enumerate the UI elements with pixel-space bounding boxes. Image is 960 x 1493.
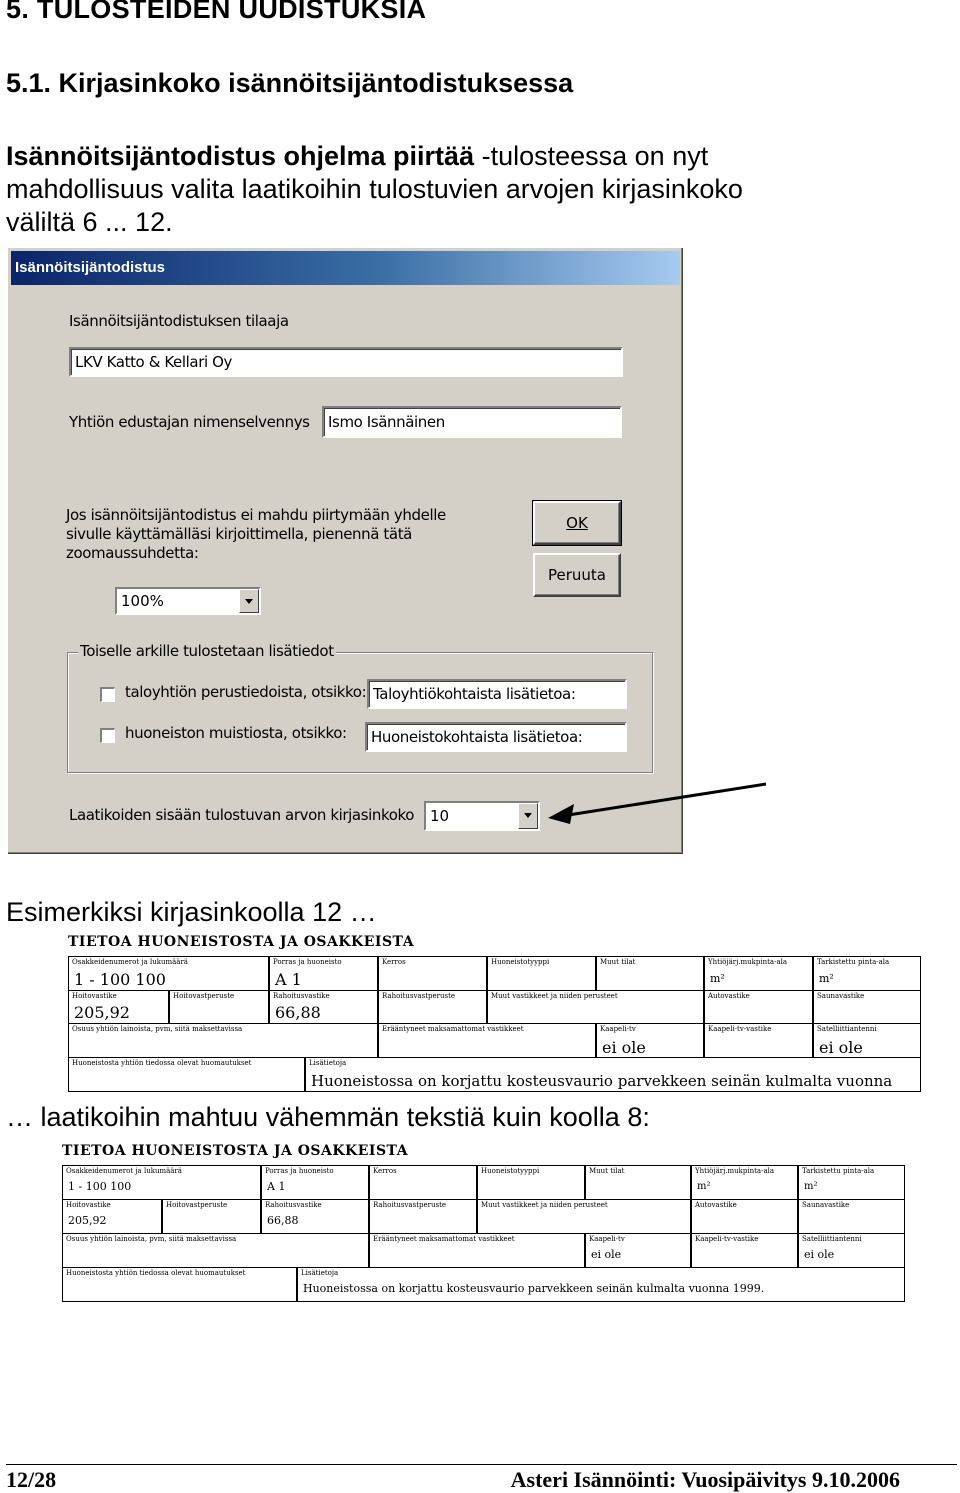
cell-saunavastike — [813, 990, 921, 1024]
form-example-12 — [68, 934, 921, 1092]
cap: Muut tilat — [589, 1167, 625, 1175]
val: m² — [710, 972, 725, 985]
cap: Muut vastikkeet ja niiden perusteet — [491, 992, 618, 1000]
cap: Hoitovastperuste — [173, 992, 235, 1000]
val: 205,92 — [74, 1003, 130, 1022]
cell-tarkistettu-ala — [798, 1165, 905, 1200]
company-info-checkbox[interactable] — [100, 687, 115, 702]
cap: Huoneistosta yhtiön tiedossa olevat huomautukset — [66, 1269, 246, 1277]
section-heading: 5.1. Kirjasinkoko isännöitsijäntodistuksessa — [6, 68, 574, 98]
cell-lisatietoja — [297, 1267, 905, 1302]
cap: Tarkistettu pinta-ala — [817, 958, 890, 966]
cap: Kerros — [373, 1167, 397, 1175]
cap: Kaapeli-tv — [600, 1025, 636, 1033]
cell-porras — [269, 956, 378, 991]
cell-tyyppi — [477, 1165, 585, 1200]
cell-osuus-lainoista — [68, 1023, 378, 1058]
zoom-text-1: Jos isännöitsijäntodistus ei mahdu piirtymään yhdelle — [66, 506, 446, 524]
val: m² — [819, 972, 834, 985]
cap: Kerros — [382, 958, 406, 966]
cell-eraantyneet — [378, 1023, 596, 1058]
chevron-down-icon[interactable] — [518, 803, 538, 829]
certificate-dialog — [7, 247, 684, 855]
cell-osuus-lainoista — [62, 1233, 369, 1268]
cap: Osakkeidenumerot ja lukumäärä — [72, 958, 188, 966]
val: A 1 — [267, 1180, 286, 1193]
cap: Autovastike — [695, 1201, 737, 1209]
cap: Lisätietoja — [301, 1269, 339, 1277]
cap: Huoneistosta yhtiön tiedossa olevat huomautukset — [72, 1059, 252, 1067]
company-info-label: taloyhtiön perustiedoista, otsikko: — [125, 683, 367, 701]
val: 205,92 — [68, 1214, 107, 1227]
cap: Tarkistettu pinta-ala — [802, 1167, 875, 1175]
cancel-label: Peruuta — [548, 566, 606, 584]
cell-kaapeli — [596, 1023, 704, 1058]
cell-porras — [261, 1165, 369, 1200]
cell-tarkistettu-ala — [813, 956, 921, 991]
zoom-select[interactable] — [115, 587, 261, 615]
cap: Kaapeli-tv-vastike — [695, 1235, 759, 1243]
cap: Porras ja huoneisto — [273, 958, 342, 966]
cancel-button[interactable] — [533, 553, 621, 597]
cell-satelliitti — [813, 1023, 921, 1058]
fontsize-label: Laatikoiden sisään tulostuvan arvon kirjasinkoko — [69, 806, 415, 824]
apartment-info-checkbox[interactable] — [100, 728, 115, 743]
cap: Hoitovastike — [66, 1201, 111, 1209]
ok-button[interactable] — [533, 501, 621, 545]
intro-paragraph — [6, 140, 956, 239]
cell-autovastike — [691, 1199, 798, 1234]
representative-input[interactable]: Ismo Isännäinen — [322, 406, 622, 438]
zoom-text-3: zoomaussuhdetta: — [66, 544, 199, 562]
cell-huomautukset — [62, 1267, 297, 1302]
cell-eraantyneet — [369, 1233, 585, 1268]
cell-muut-vastikkeet — [477, 1199, 691, 1234]
val: m² — [804, 1181, 818, 1192]
fontsize-select[interactable] — [424, 801, 540, 831]
val: ei ole — [819, 1038, 863, 1057]
intro-line2: mahdollisuus valita laatikoihin tulostuvien arvojen kirjasinkoko — [6, 174, 743, 204]
val: Huoneistossa on korjattu kosteusvaurio parvekkeen seinän kulmalta vuonna — [311, 1072, 893, 1090]
cell-osakenumerot — [62, 1165, 261, 1200]
company-info-title-input[interactable]: Taloyhtiökohtaista lisätietoa: — [367, 679, 627, 709]
orderer-label: Isännöitsijäntodistuksen tilaaja — [69, 312, 289, 330]
cap: Hoitovastperuste — [166, 1201, 228, 1209]
cap: Muut tilat — [600, 958, 636, 966]
apartment-info-title-input[interactable]: Huoneistokohtaista lisätietoa: — [365, 722, 627, 752]
cell-kerros — [378, 956, 487, 991]
cap: Satelliittiantenni — [802, 1235, 862, 1243]
cap: Muut vastikkeet ja niiden perusteet — [481, 1201, 608, 1209]
cap: Saunavastike — [817, 992, 865, 1000]
cap: Lisätietoja — [309, 1059, 347, 1067]
apartment-info-label: huoneiston muistiosta, otsikko: — [125, 724, 347, 742]
zoom-value: 100% — [121, 592, 164, 610]
ok-label: OK — [566, 514, 588, 532]
cell-muut — [585, 1165, 691, 1200]
cap: Huoneistotyyppi — [481, 1167, 540, 1175]
cell-kerros — [369, 1165, 477, 1200]
cap: Kaapeli-tv — [589, 1235, 625, 1243]
cap: Yhtiöjärj.mukpinta-ala — [708, 958, 788, 966]
cap: Osuus yhtiön lainoista, pvm, siitä maksettavissa — [66, 1235, 237, 1243]
cell-yhtion-ala — [691, 1165, 798, 1200]
cell-huomautukset — [68, 1057, 305, 1092]
cap: Rahoitusvastike — [273, 992, 330, 1000]
cell-kaapelivastike — [691, 1233, 798, 1268]
intro-bold: Isännöitsijäntodistus ohjelma piirtää — [6, 141, 475, 171]
footer-title: Asteri Isännöinti: Vuosipäivitys 9.10.2006 — [510, 1467, 900, 1492]
cap: Huoneistotyyppi — [491, 958, 550, 966]
cell-hoitoperuste — [162, 1199, 261, 1234]
cap: Rahoitusvastike — [265, 1201, 322, 1209]
intro-rest: -tulosteessa on nyt — [474, 141, 709, 171]
cap: Rahoitusvastperuste — [382, 992, 456, 1000]
form-title: TIETOA HUONEISTOSTA JA OSAKKEISTA — [62, 1143, 409, 1159]
cell-autovastike — [704, 990, 813, 1024]
val: Huoneistossa on korjattu kosteusvaurio parvekkeen seinän kulmalta vuonna 1999. — [303, 1282, 765, 1295]
orderer-input[interactable]: LKV Katto & Kellari Oy — [69, 347, 623, 377]
cell-hoitovastike — [68, 990, 169, 1024]
example12-caption: Esimerkiksi kirjasinkoolla 12 … — [6, 897, 377, 927]
val: 1 - 100 100 — [68, 1180, 132, 1193]
val: 66,88 — [275, 1003, 321, 1022]
form-example-8 — [62, 1143, 905, 1301]
val: A 1 — [275, 970, 302, 989]
zoom-text-2: sivulle käyttämälläsi kirjoittimella, pienennä tätä — [66, 525, 412, 543]
cell-osakenumerot — [68, 956, 269, 991]
val: m² — [697, 1181, 711, 1192]
cell-muut — [596, 956, 704, 991]
cell-satelliitti — [798, 1233, 905, 1268]
pointer-arrow-icon — [540, 770, 770, 830]
group-title: Toiselle arkille tulostetaan lisätiedot — [80, 642, 334, 660]
page-number: 12/28 — [6, 1467, 57, 1492]
cell-rahoitusvastike — [269, 990, 378, 1024]
cell-muut-vastikkeet — [487, 990, 704, 1024]
cap: Yhtiöjärj.mukpinta-ala — [695, 1167, 775, 1175]
cap: Rahoitusvastperuste — [373, 1201, 447, 1209]
cap: Osuus yhtiön lainoista, pvm, siitä maksettavissa — [72, 1025, 243, 1033]
cell-hoitoperuste — [169, 990, 269, 1024]
representative-label: Yhtiön edustajan nimenselvennys — [69, 413, 310, 431]
cell-rahoitusvastike — [261, 1199, 369, 1234]
cap: Satelliittiantenni — [817, 1025, 877, 1033]
cell-hoitovastike — [62, 1199, 162, 1234]
cap: Saunavastike — [802, 1201, 850, 1209]
example8-caption: … laatikoihin mahtuu vähemmän tekstiä kuin koolla 8: — [6, 1102, 650, 1132]
form-title: TIETOA HUONEISTOSTA JA OSAKKEISTA — [68, 934, 415, 950]
cell-kaapelivastike — [704, 1023, 813, 1058]
val: ei ole — [804, 1248, 835, 1261]
cap: Erääntyneet maksamattomat vastikkeet — [373, 1235, 515, 1243]
intro-line3: väliltä 6 ... 12. — [6, 207, 173, 237]
val: 1 - 100 100 — [74, 970, 166, 989]
dialog-title: Isännöitsijäntodistus — [11, 251, 680, 285]
cap: Hoitovastike — [72, 992, 117, 1000]
chevron-down-icon[interactable] — [239, 589, 259, 613]
val: ei ole — [602, 1038, 646, 1057]
cap: Kaapeli-tv-vastike — [708, 1025, 772, 1033]
cell-lisatietoja — [305, 1057, 921, 1092]
cell-rahoitusperuste — [378, 990, 487, 1024]
page-heading: 5. TULOSTEIDEN UUDISTUKSIA — [6, 0, 427, 24]
cell-rahoitusperuste — [369, 1199, 477, 1234]
val: ei ole — [591, 1248, 622, 1261]
cap: Autovastike — [708, 992, 750, 1000]
cap: Porras ja huoneisto — [265, 1167, 334, 1175]
cell-saunavastike — [798, 1199, 905, 1234]
cell-yhtion-ala — [704, 956, 813, 991]
cap: Osakkeidenumerot ja lukumäärä — [66, 1167, 182, 1175]
extra-info-group — [67, 642, 653, 773]
val: 66,88 — [267, 1214, 299, 1227]
cell-kaapeli — [585, 1233, 691, 1268]
cap: Erääntyneet maksamattomat vastikkeet — [382, 1025, 524, 1033]
footer-rule — [6, 1464, 957, 1465]
fontsize-value: 10 — [430, 807, 450, 825]
cell-tyyppi — [487, 956, 596, 991]
